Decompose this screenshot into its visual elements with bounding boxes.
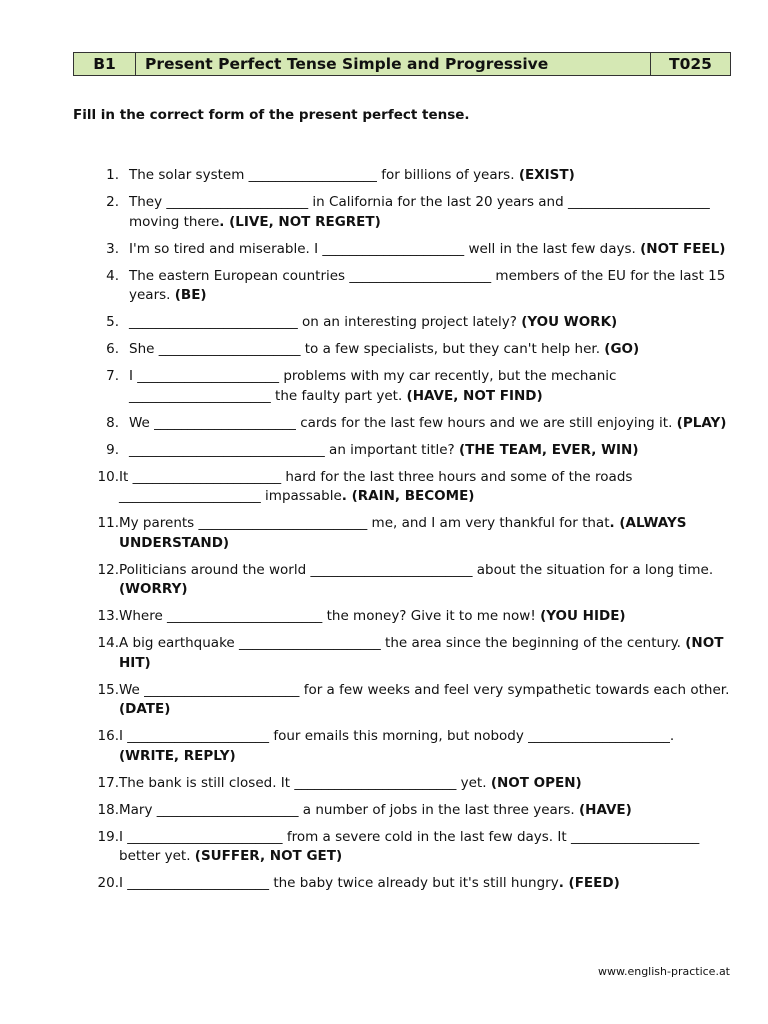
exercise-sentence: A big earthquake _____________________ the area since the beginning of the century. [119,635,686,651]
exercise-item [73,874,733,894]
exercise-item [73,240,733,260]
exercise-sentence: I'm so tired and miserable. I _____________________ well in the last few days. [129,240,641,257]
exercise-item [73,561,733,600]
exercise-sentence: I _____________________ the baby twice already but it's still hungry [119,875,559,891]
exercise-number: 15. [97,681,119,698]
verb-prompt: (BE) [174,287,207,303]
level-label: B1 [74,53,136,75]
exercise-item [73,193,733,232]
exercise-sentence: I _____________________ problems with my car recently, but the mechanic _____________________ the faulty part yet. [129,368,617,404]
exercise-sentence: _________________________ on an interesting project lately? [129,314,522,330]
exercise-item [73,414,733,434]
exercise-number: 20. [97,875,119,891]
exercise-number: 16. [97,728,119,744]
exercise-number: 4. [106,267,119,284]
exercise-number: 10. [97,468,119,485]
exercise-item [73,801,733,821]
exercise-list [73,166,733,901]
exercise-item [73,313,733,333]
exercise-item [73,267,733,306]
exercise-number: 12. [97,561,119,578]
exercise-item [73,681,733,720]
exercise-sentence: I _______________________ from a severe cold in the last few days. It ___________________ better yet. [119,828,700,864]
exercise-item [73,774,733,794]
footer-url: www.english-practice.at [597,965,730,978]
exercise-item [73,828,733,867]
exercise-number: 2. [106,194,119,210]
exercise-number: 1. [106,167,119,183]
exercise-number: 6. [106,341,119,357]
exercise-number: 11. [97,515,119,531]
worksheet-code: T025 [669,55,712,73]
verb-prompt: (HAVE, NOT FIND) [406,387,543,404]
verb-prompt: . (FEED) [558,875,620,891]
exercise-sentence: They _____________________ in California for the last 20 years and _____________________ moving there [129,194,710,230]
exercise-sentence: She _____________________ to a few specialists, but they can't help her. [129,341,605,357]
verb-prompt: (PLAY) [676,414,727,431]
exercise-sentence: Politicians around the world ________________________ about the situation for a long time. [119,561,714,578]
exercise-sentence: I _____________________ four emails this morning, but nobody _____________________. [119,728,675,744]
verb-prompt: (NOT HIT) [119,635,724,671]
exercise-sentence: We _____________________ cards for the last few hours and we are still enjoying it. [129,414,677,431]
verb-prompt: (YOU WORK) [521,314,618,330]
exercise-number: 7. [106,368,119,384]
exercise-sentence: We _______________________ for a few weeks and feel very sympathetic towards each other. [119,681,730,698]
exercise-sentence: It ______________________ hard for the last three hours and some of the roads _____________________ impassable [119,468,633,504]
worksheet-title: Present Perfect Tense Simple and Progressive [136,53,651,75]
exercise-number: 17. [97,774,119,791]
exercise-item [73,634,733,673]
verb-prompt: (HAVE) [578,801,632,818]
exercise-sentence: Mary _____________________ a number of jobs in the last three years. [119,801,579,818]
exercise-number: 19. [97,828,119,845]
exercise-item [73,166,733,186]
exercise-item [73,441,733,461]
verb-prompt: (YOU HIDE) [540,608,626,624]
exercise-number: 14. [97,635,119,651]
instruction-text: Fill in the correct form of the present perfect tense. [73,107,470,123]
exercise-item [73,367,733,406]
exercise-item [73,514,733,553]
verb-prompt: (EXIST) [518,167,575,183]
verb-prompt: . (LIVE, NOT REGRET) [219,213,381,230]
verb-prompt: (GO) [604,341,640,357]
exercise-number: 13. [97,608,119,624]
exercise-number: 3. [106,240,119,257]
exercise-number: 18. [97,801,119,818]
exercise-sentence: Where _______________________ the money? Give it to me now! [119,608,541,624]
verb-prompt: (THE TEAM, EVER, WIN) [459,441,639,458]
exercise-sentence: The bank is still closed. It ________________________ yet. [119,774,491,791]
verb-prompt: . (ALWAYS UNDERSTAND) [119,515,687,551]
exercise-item [73,607,733,627]
verb-prompt: . (RAIN, BECOME) [341,488,475,504]
exercise-number: 9. [106,441,119,458]
exercise-sentence: _____________________________ an important title? [129,441,459,458]
verb-prompt: (WRITE, REPLY) [119,747,236,764]
exercise-item [73,727,733,766]
verb-prompt: (WORRY) [119,581,188,597]
verb-prompt: (NOT FEEL) [640,240,726,257]
worksheet-header [73,52,731,76]
exercise-number: 8. [106,414,119,431]
exercise-number: 5. [106,314,119,330]
exercise-item [73,340,733,360]
exercise-sentence: My parents _________________________ me, and I am very thankful for that [119,515,610,531]
verb-prompt: (NOT OPEN) [490,774,582,791]
verb-prompt: (SUFFER, NOT GET) [194,848,343,864]
exercise-sentence: The eastern European countries _____________________ members of the EU for the last 15 years. [129,267,726,303]
exercise-sentence: The solar system ___________________ for billions of years. [129,167,519,183]
verb-prompt: (DATE) [119,701,171,717]
exercise-item [73,468,733,507]
